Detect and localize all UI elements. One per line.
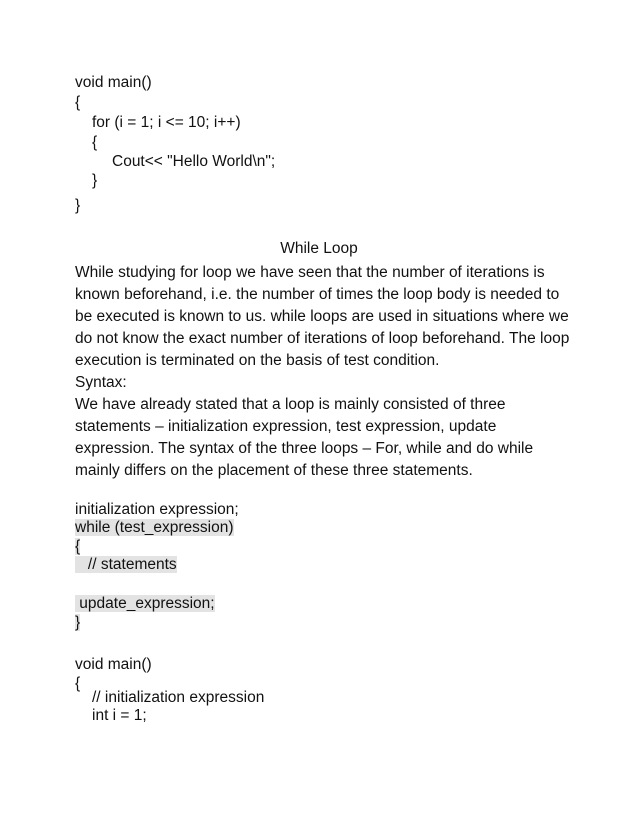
paragraph-intro: While studying for loop we have seen that the number of iterations is known beforehand, i.e. the number of times the loop body is needed to be executed is known to us. while loops are used in situations where we do not know the exact number of iterations of loop beforehand. The loop execution is terminated on the basis of test condition. (75, 264, 570, 369)
code2-line-1: void main() (75, 656, 152, 673)
section-title: While Loop (280, 240, 358, 257)
code1-line-3: for (i = 1; i <= 10; i++) (92, 114, 241, 131)
syntax-line-2 (75, 519, 234, 537)
code1-line-6: } (92, 172, 98, 189)
code1-line-5: Cout<< "Hello World\n"; (112, 153, 276, 170)
syntax-line-6-text: } (75, 614, 81, 631)
code1-line-7: } (75, 197, 81, 214)
syntax-line-5 (75, 595, 215, 613)
code2-line-4: int i = 1; (92, 707, 147, 724)
syntax-line-3 (75, 538, 80, 556)
syntax-line-6 (75, 614, 80, 632)
syntax-label: Syntax: (75, 374, 127, 391)
code2-line-2: { (75, 675, 81, 692)
syntax-line-3-text: { (75, 538, 81, 555)
code1-line-4: { (92, 134, 98, 151)
syntax-line-4-text: // statements (75, 556, 177, 573)
syntax-line-5-text: update_expression; (75, 595, 215, 612)
paragraph-syntax: We have already stated that a loop is mainly consisted of three statements – initialization expression, test expression, update expression. The syntax of the three loops – For, while and do while mainly differs on the placement of these three statements. (75, 396, 534, 479)
syntax-line-1: initialization expression; (75, 501, 239, 518)
syntax-line-4 (75, 556, 177, 574)
body-text (75, 262, 575, 482)
code1-line-1: void main() (75, 74, 152, 91)
syntax-line-2-text: while (test_expression) (75, 519, 234, 536)
code1-line-2: { (75, 94, 81, 111)
code2-line-3: // initialization expression (92, 689, 265, 706)
